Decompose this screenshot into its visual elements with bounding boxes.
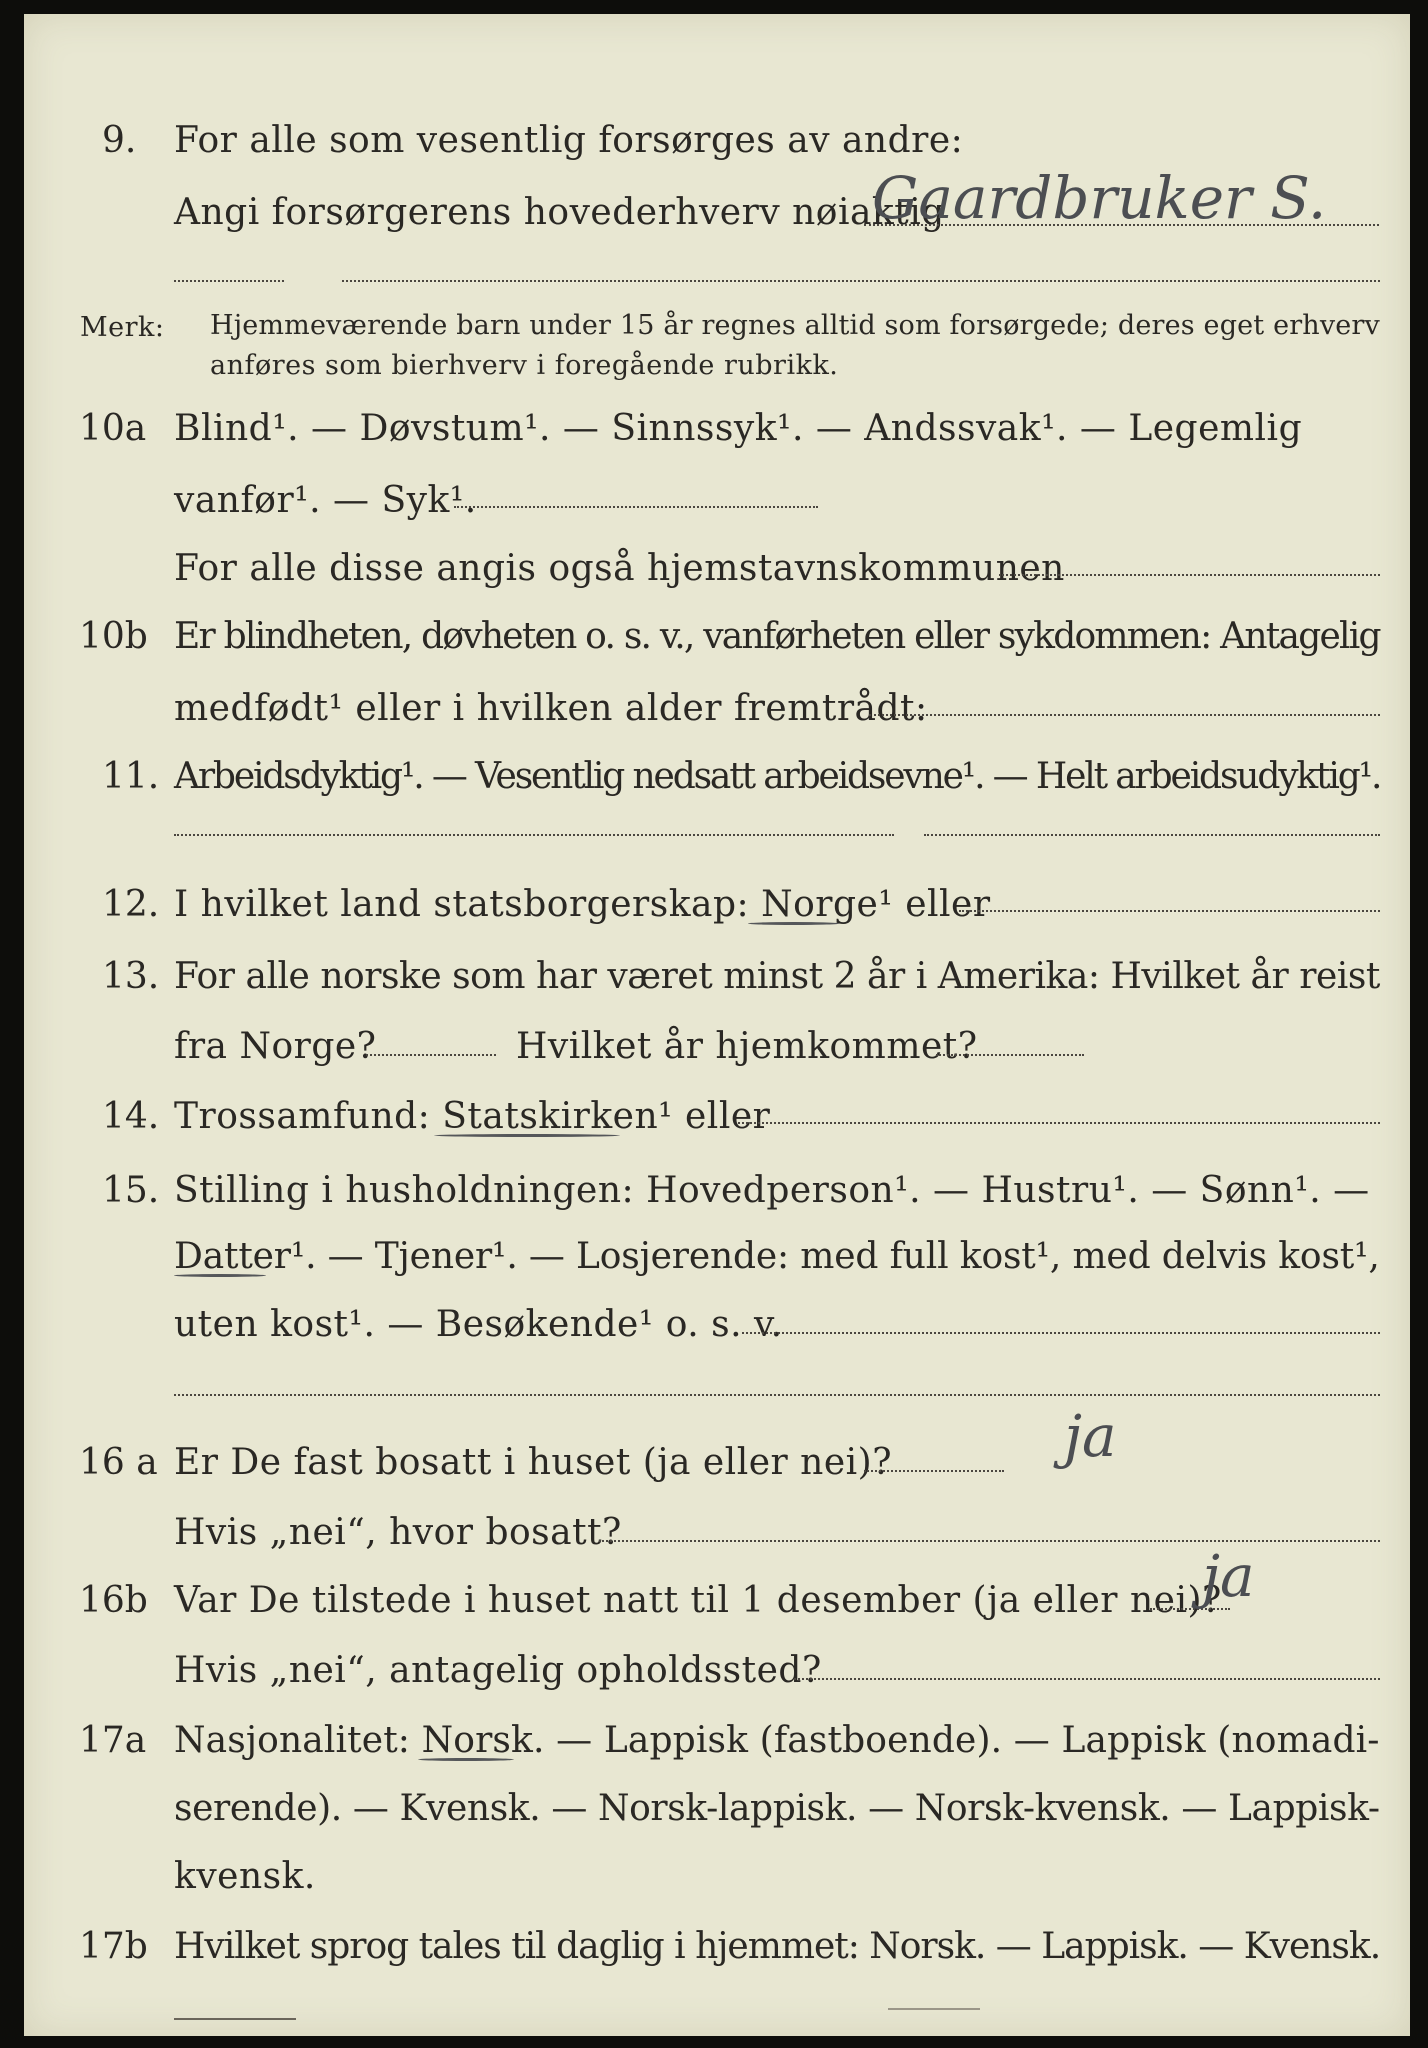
question-text: Er De fast bosatt i huset (ja eller nei)? — [174, 1442, 893, 1483]
answer-dotted-line — [864, 1470, 1004, 1472]
item-number: 17a — [79, 1720, 147, 1761]
pencil-mark — [888, 2008, 980, 2010]
answer-dotted-line — [454, 506, 818, 508]
handwritten-underline — [418, 1758, 514, 1761]
answer-dotted-line — [738, 1122, 1380, 1124]
footnote-rule — [174, 2018, 296, 2020]
answer-dotted-line — [366, 1054, 496, 1056]
answer-dotted-line — [599, 1540, 1380, 1542]
answer-dotted-line — [174, 280, 284, 282]
answer-dotted-line — [742, 1332, 1380, 1334]
answer-dotted-line — [174, 834, 894, 836]
question-text: Blind¹. — Døvstum¹. — Sinnssyk¹. — Andssvak¹. — Legemlig — [174, 408, 1303, 449]
answer-dotted-line — [999, 574, 1380, 576]
handwritten-underline — [434, 1134, 620, 1137]
item-number: 10b — [79, 616, 148, 657]
answer-dotted-line — [794, 1678, 1380, 1680]
handwritten-answer: ja — [1202, 1542, 1255, 1610]
question-text: Nasjonalitet: Norsk. — Lappisk (fastboende). — Lappisk (nomadi- — [174, 1720, 1380, 1761]
question-text: Er blindheten, døvheten o. s. v., vanførheten eller sykdommen: Antagelig — [174, 616, 1380, 657]
question-text: serende). — Kvensk. — Norsk-lappisk. — Norsk-kvensk. — Lappisk- — [174, 1788, 1380, 1829]
question-text: Hvis „nei“, hvor bosatt? — [174, 1512, 622, 1553]
answer-dotted-line — [869, 714, 1380, 716]
question-text: For alle som vesentlig forsørges av andre: — [174, 120, 964, 161]
item-number: 16 a — [79, 1442, 158, 1483]
census-form-page — [24, 14, 1410, 2036]
answer-dotted-line — [174, 1394, 1380, 1396]
question-text: fra Norge? — [174, 1026, 377, 1067]
question-text: vanfør¹. — Syk¹. — [174, 480, 477, 521]
item-number: 16b — [79, 1580, 148, 1621]
question-text: kvensk. — [174, 1856, 316, 1897]
question-text: Angi forsørgerens hovederhverv nøiaktig — [174, 192, 945, 233]
question-text: I hvilket land statsborgerskap: Norge¹ eller — [174, 884, 991, 925]
note-text: anføres som bierhverv i foregående rubrikk. — [210, 350, 839, 381]
handwritten-underline — [748, 922, 840, 925]
note-label: Merk: — [80, 312, 165, 343]
answer-dotted-line — [924, 834, 1380, 836]
question-text: For alle norske som har været minst 2 år i Amerika: Hvilket år reist — [174, 956, 1380, 997]
question-text: Hvilket sprog tales til daglig i hjemmet: Norsk. — Lappisk. — Kvensk. — [174, 1926, 1381, 1967]
item-number: 9. — [102, 120, 137, 161]
question-text: For alle disse angis også hjemstavnskommunen — [174, 548, 1065, 589]
question-text: Arbeidsdyktig¹. — Vesentlig nedsatt arbeidsevne¹. — Helt arbeidsudyktig¹. — [174, 756, 1381, 797]
answer-dotted-line — [342, 280, 1380, 282]
item-number: 13. — [102, 956, 160, 997]
question-text: uten kost¹. — Besøkende¹ o. s. v. — [174, 1304, 783, 1345]
question-text: Hvilket år hjemkommet? — [516, 1026, 978, 1067]
question-text: medfødt¹ eller i hvilken alder fremtrådt: — [174, 688, 928, 729]
answer-dotted-line — [959, 910, 1380, 912]
question-text: Var De tilstede i huset natt til 1 desember (ja eller nei)? — [174, 1580, 1222, 1621]
item-number: 10a — [79, 408, 147, 449]
question-text: Hvis „nei“, antagelig opholdssted? — [174, 1650, 822, 1691]
item-number: 12. — [102, 884, 160, 925]
answer-dotted-line — [936, 1054, 1084, 1056]
item-number: 15. — [102, 1170, 160, 1211]
item-number: 17b — [79, 1926, 148, 1967]
handwritten-underline — [174, 1274, 266, 1277]
question-text: Trossamfund: Statskirken¹ eller — [174, 1096, 771, 1137]
note-text: Hjemmeværende barn under 15 år regnes alltid som forsørgede; deres eget erhverv — [210, 310, 1380, 341]
question-text: Datter¹. — Tjener¹. — Losjerende: med full kost¹, med delvis kost¹, — [174, 1236, 1380, 1277]
question-text: Stilling i husholdningen: Hovedperson¹. — Hustru¹. — Sønn¹. — — [174, 1170, 1370, 1211]
handwritten-answer: Gaardbruker S. — [872, 164, 1327, 232]
item-number: 11. — [102, 756, 160, 797]
handwritten-answer: ja — [1064, 1402, 1117, 1470]
item-number: 14. — [102, 1096, 160, 1137]
